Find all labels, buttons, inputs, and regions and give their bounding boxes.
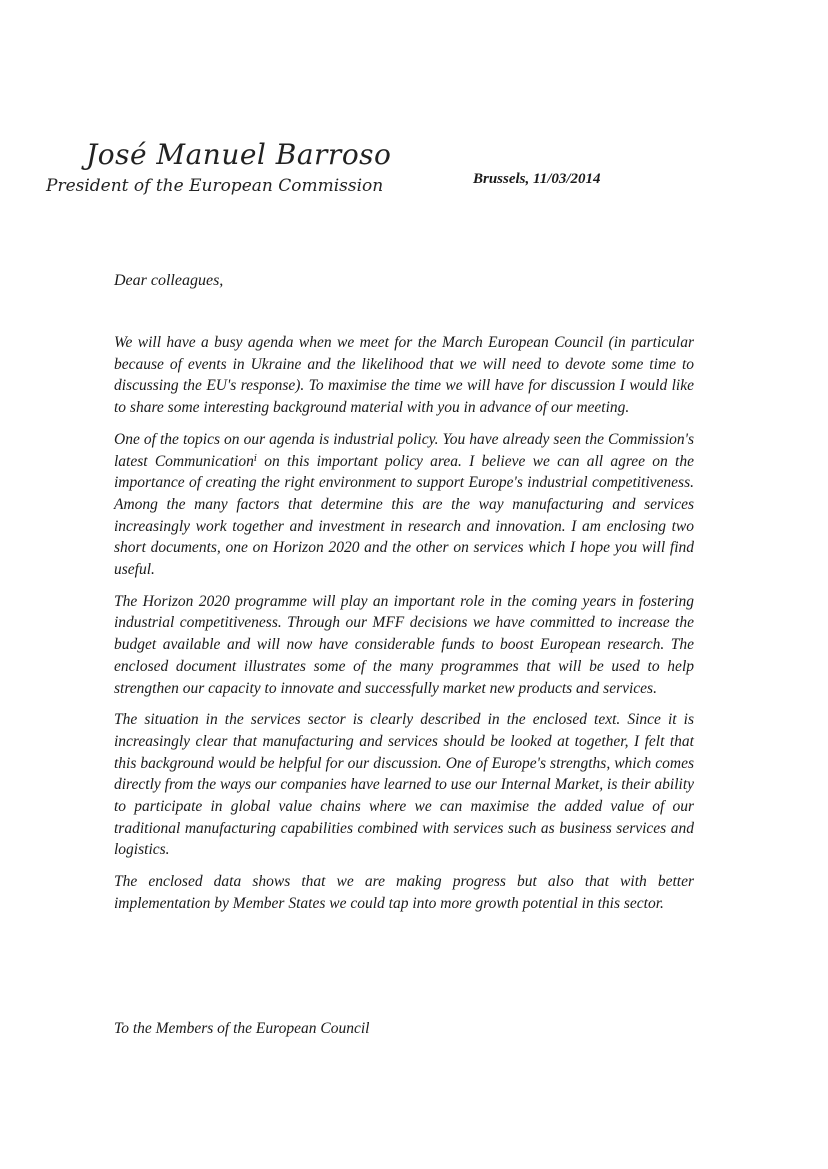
paragraph-1: We will have a busy agenda when we meet for the March European Council (in particular because of events in Ukraine and the likelihood that we will need to devote some time to discussing the EU's response). To maximise the time we will have for discussion I would like to share some interesting background material with you in advance of our meeting. (114, 334, 694, 417)
paragraph-3: The Horizon 2020 programme will play an important role in the coming years in fostering industrial competitiveness. Through our MFF decisions we have committed to increase the budget available and will now have considerable funds to boost European research. The enclosed document illustrates some of the many programmes that will be used to help strengthen our capacity to innovate and successfully market new products and services. (114, 592, 694, 697)
letterhead-title: President of the European Commission (46, 176, 384, 196)
paragraph-4: The situation in the services sector is clearly described in the enclosed text. Since it is increasingly clear that manufacturing and services should be looked at together, I felt that this background would be helpful for our discussion. One of Europe's strengths, which comes directly from the ways our companies have learned to use our Internal Market, is their ability to participate in global value chains where we can maximise the added value of our traditional manufacturing capabilities combined with services such as business services and logistics. (114, 711, 695, 859)
place-date: Brussels, 11/03/2014 (473, 171, 601, 187)
addressee: To the Members of the European Council (114, 1020, 370, 1037)
salutation: Dear colleagues, (114, 272, 224, 289)
paragraph-5: The enclosed data shows that we are making progress but also that with better implementation by Member States we could tap into more growth potential in this sector. (114, 873, 694, 912)
letterhead-name: José Manuel Barroso (86, 138, 392, 171)
paragraph-2: One of the topics on our agenda is industrial policy. You have already seen the Commission's latest Communicationⁱ on this important policy area. I believe we can all agree on the importance of creating the right environment to support Europe's industrial competitiveness. Among the many factors that determine this are the way manufacturing and services increasingly work together and investment in research and innovation. I am enclosing two short documents, one on Horizon 2020 and the other on services which I hope you will find useful. (114, 430, 694, 579)
letter-body (114, 332, 694, 925)
